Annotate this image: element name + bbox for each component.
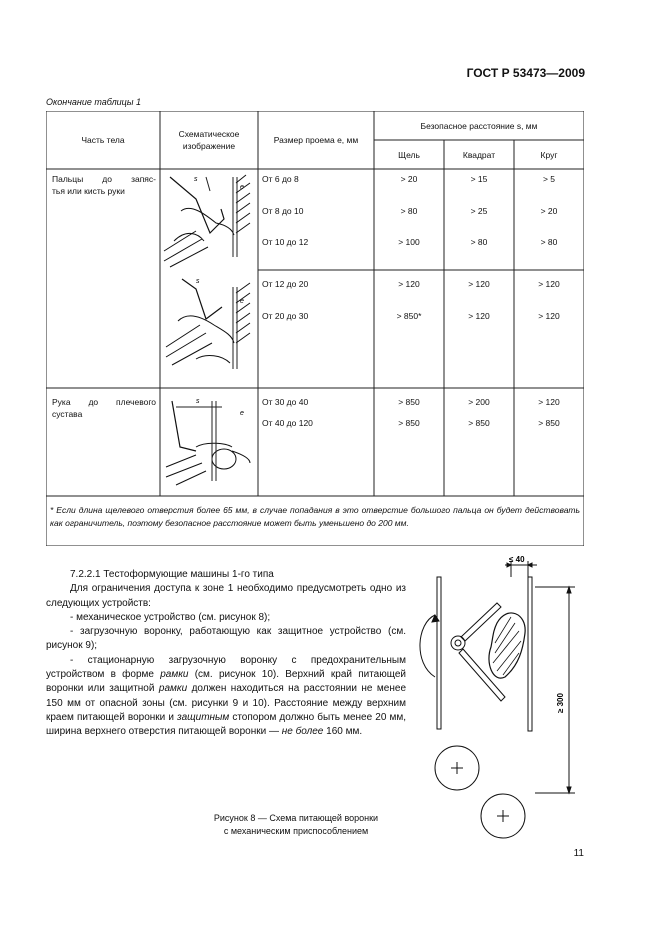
figure-caption-line2: с механическим приспособлением: [223, 826, 369, 836]
header-scheme-line2: изображение: [182, 141, 236, 151]
finger-opening-schematic-1: [164, 175, 250, 267]
body-part-fingers-line2: тья или кисть руки: [52, 186, 125, 196]
emphasis: рамки: [158, 683, 188, 695]
figure-caption: [196, 812, 396, 838]
dimension-top-label: ≤ 40: [509, 555, 525, 564]
figure-caption-line1: Рисунок 8 — Схема питающей воронки: [213, 813, 379, 823]
header-slot: Щель: [398, 150, 420, 160]
upper-arm: [461, 603, 501, 641]
figure-8-feed-hopper-diagram: [415, 553, 595, 843]
s-label-1: s: [194, 176, 198, 183]
slot-value-cell: > 20: [400, 174, 418, 184]
emphasis: защитным: [177, 711, 230, 723]
slot-value-cell: > 850: [398, 418, 420, 428]
slot-value-cell: > 850*: [396, 311, 422, 321]
list-item: - загрузочную воронку, работающую как защитное устройство (см. рисунок 9);: [46, 626, 406, 652]
slot-value-cell: > 80: [400, 206, 418, 216]
header-body-part: Часть тела: [81, 135, 125, 145]
header-square: Квадрат: [462, 150, 496, 160]
right-wall: [528, 577, 532, 731]
opening-size-cell: От 30 до 40: [262, 397, 309, 407]
opening-size-cell: От 10 до 12: [262, 237, 309, 247]
emphasis: не более: [281, 726, 324, 738]
dimension-side-label: ≥ 300: [556, 693, 565, 713]
s-label-3: s: [196, 398, 200, 405]
opening-size-cell: От 40 до 120: [262, 418, 313, 428]
safety-distance-table: [46, 111, 584, 546]
circle-value-cell: > 850: [538, 418, 560, 428]
circle-value-cell: > 80: [540, 237, 558, 247]
circle-value-cell: > 120: [538, 311, 560, 321]
e-label-1: e: [240, 184, 244, 191]
list-item-text: - стационарную загрузочную воронку с предохранительным устройством в форме: [46, 654, 406, 681]
finger-opening-schematic-2: [166, 279, 250, 369]
body-part-arm-line1: Рука до плечевого: [52, 397, 156, 407]
pivot-icon: [451, 636, 465, 650]
e-label-3: e: [240, 410, 244, 417]
square-value-cell: > 120: [468, 311, 490, 321]
slot-value-cell: > 100: [398, 237, 420, 247]
square-value-cell: > 120: [468, 279, 490, 289]
square-value-cell: > 25: [470, 206, 488, 216]
list-item-text: 160 мм.: [323, 726, 363, 738]
body-part-fingers-line1: Пальцы до запяс-: [52, 174, 156, 184]
document-code: ГОСТ Р 53473—2009: [466, 66, 585, 80]
arm-opening-schematic: [166, 401, 250, 485]
circle-value-cell: > 120: [538, 279, 560, 289]
circle-value-cell: > 20: [540, 206, 558, 216]
rotation-arrow-icon: [420, 615, 435, 677]
opening-size-cell: От 12 до 20: [262, 279, 309, 289]
body-part-arm-line2: сустава: [52, 409, 83, 419]
header-circle: Круг: [540, 150, 558, 160]
circle-value-cell: > 120: [538, 397, 560, 407]
square-value-cell: > 15: [470, 174, 488, 184]
header-safety-distance: Безопасное расстояние s, мм: [420, 121, 538, 131]
section-7-2-2-1: [46, 568, 406, 740]
list-item-text: должен находиться на расстоянии не менее 150 мм от опасной зоны (см. рисунки 9 и 10). Расстояние между верхним краем питающей воронки и: [46, 683, 406, 723]
list-item: [46, 654, 406, 740]
header-scheme-line1: Схематическое: [178, 129, 240, 139]
circle-value-cell: > 5: [542, 174, 556, 184]
opening-size-cell: От 8 до 10: [262, 206, 304, 216]
left-wall: [437, 577, 441, 729]
section-intro: Для ограничения доступа к зоне 1 необходимо предусмотреть одно из следующих устройств:: [46, 583, 406, 609]
page-number: 11: [573, 848, 584, 859]
list-item-text: стопором должно быть менее 20 мм, ширина верхнего отверстия питающей воронки —: [46, 711, 406, 738]
square-value-cell: > 80: [470, 237, 488, 247]
list-item-text: (см. рисунок 10). Верхний край питающей воронки или защитной: [46, 669, 406, 695]
header-opening-size: Размер проема е, мм: [273, 135, 359, 145]
square-value-cell: > 200: [468, 397, 490, 407]
table-footnote: * Если длина щелевого отверстия более 65 мм, в случае попадания в это отверстие большого пальца он будет действовать как ограничитель, поэтому безопасное расстояние может быть уменьшено до 200 мм.: [50, 505, 580, 528]
slot-value-cell: > 120: [398, 279, 420, 289]
list-item: - механическое устройство (см. рисунок 8);: [70, 611, 271, 623]
slot-value-cell: > 850: [398, 397, 420, 407]
section-heading: 7.2.2.1 Тестоформующие машины 1-го типа: [70, 569, 274, 580]
s-label-2: s: [196, 278, 200, 285]
emphasis: рамки: [160, 669, 189, 681]
e-label-2: e: [240, 298, 244, 305]
square-value-cell: > 850: [468, 418, 490, 428]
opening-size-cell: От 6 до 8: [262, 174, 299, 184]
table-caption: Окончание таблицы 1: [46, 97, 141, 107]
opening-size-cell: От 20 до 30: [262, 311, 309, 321]
